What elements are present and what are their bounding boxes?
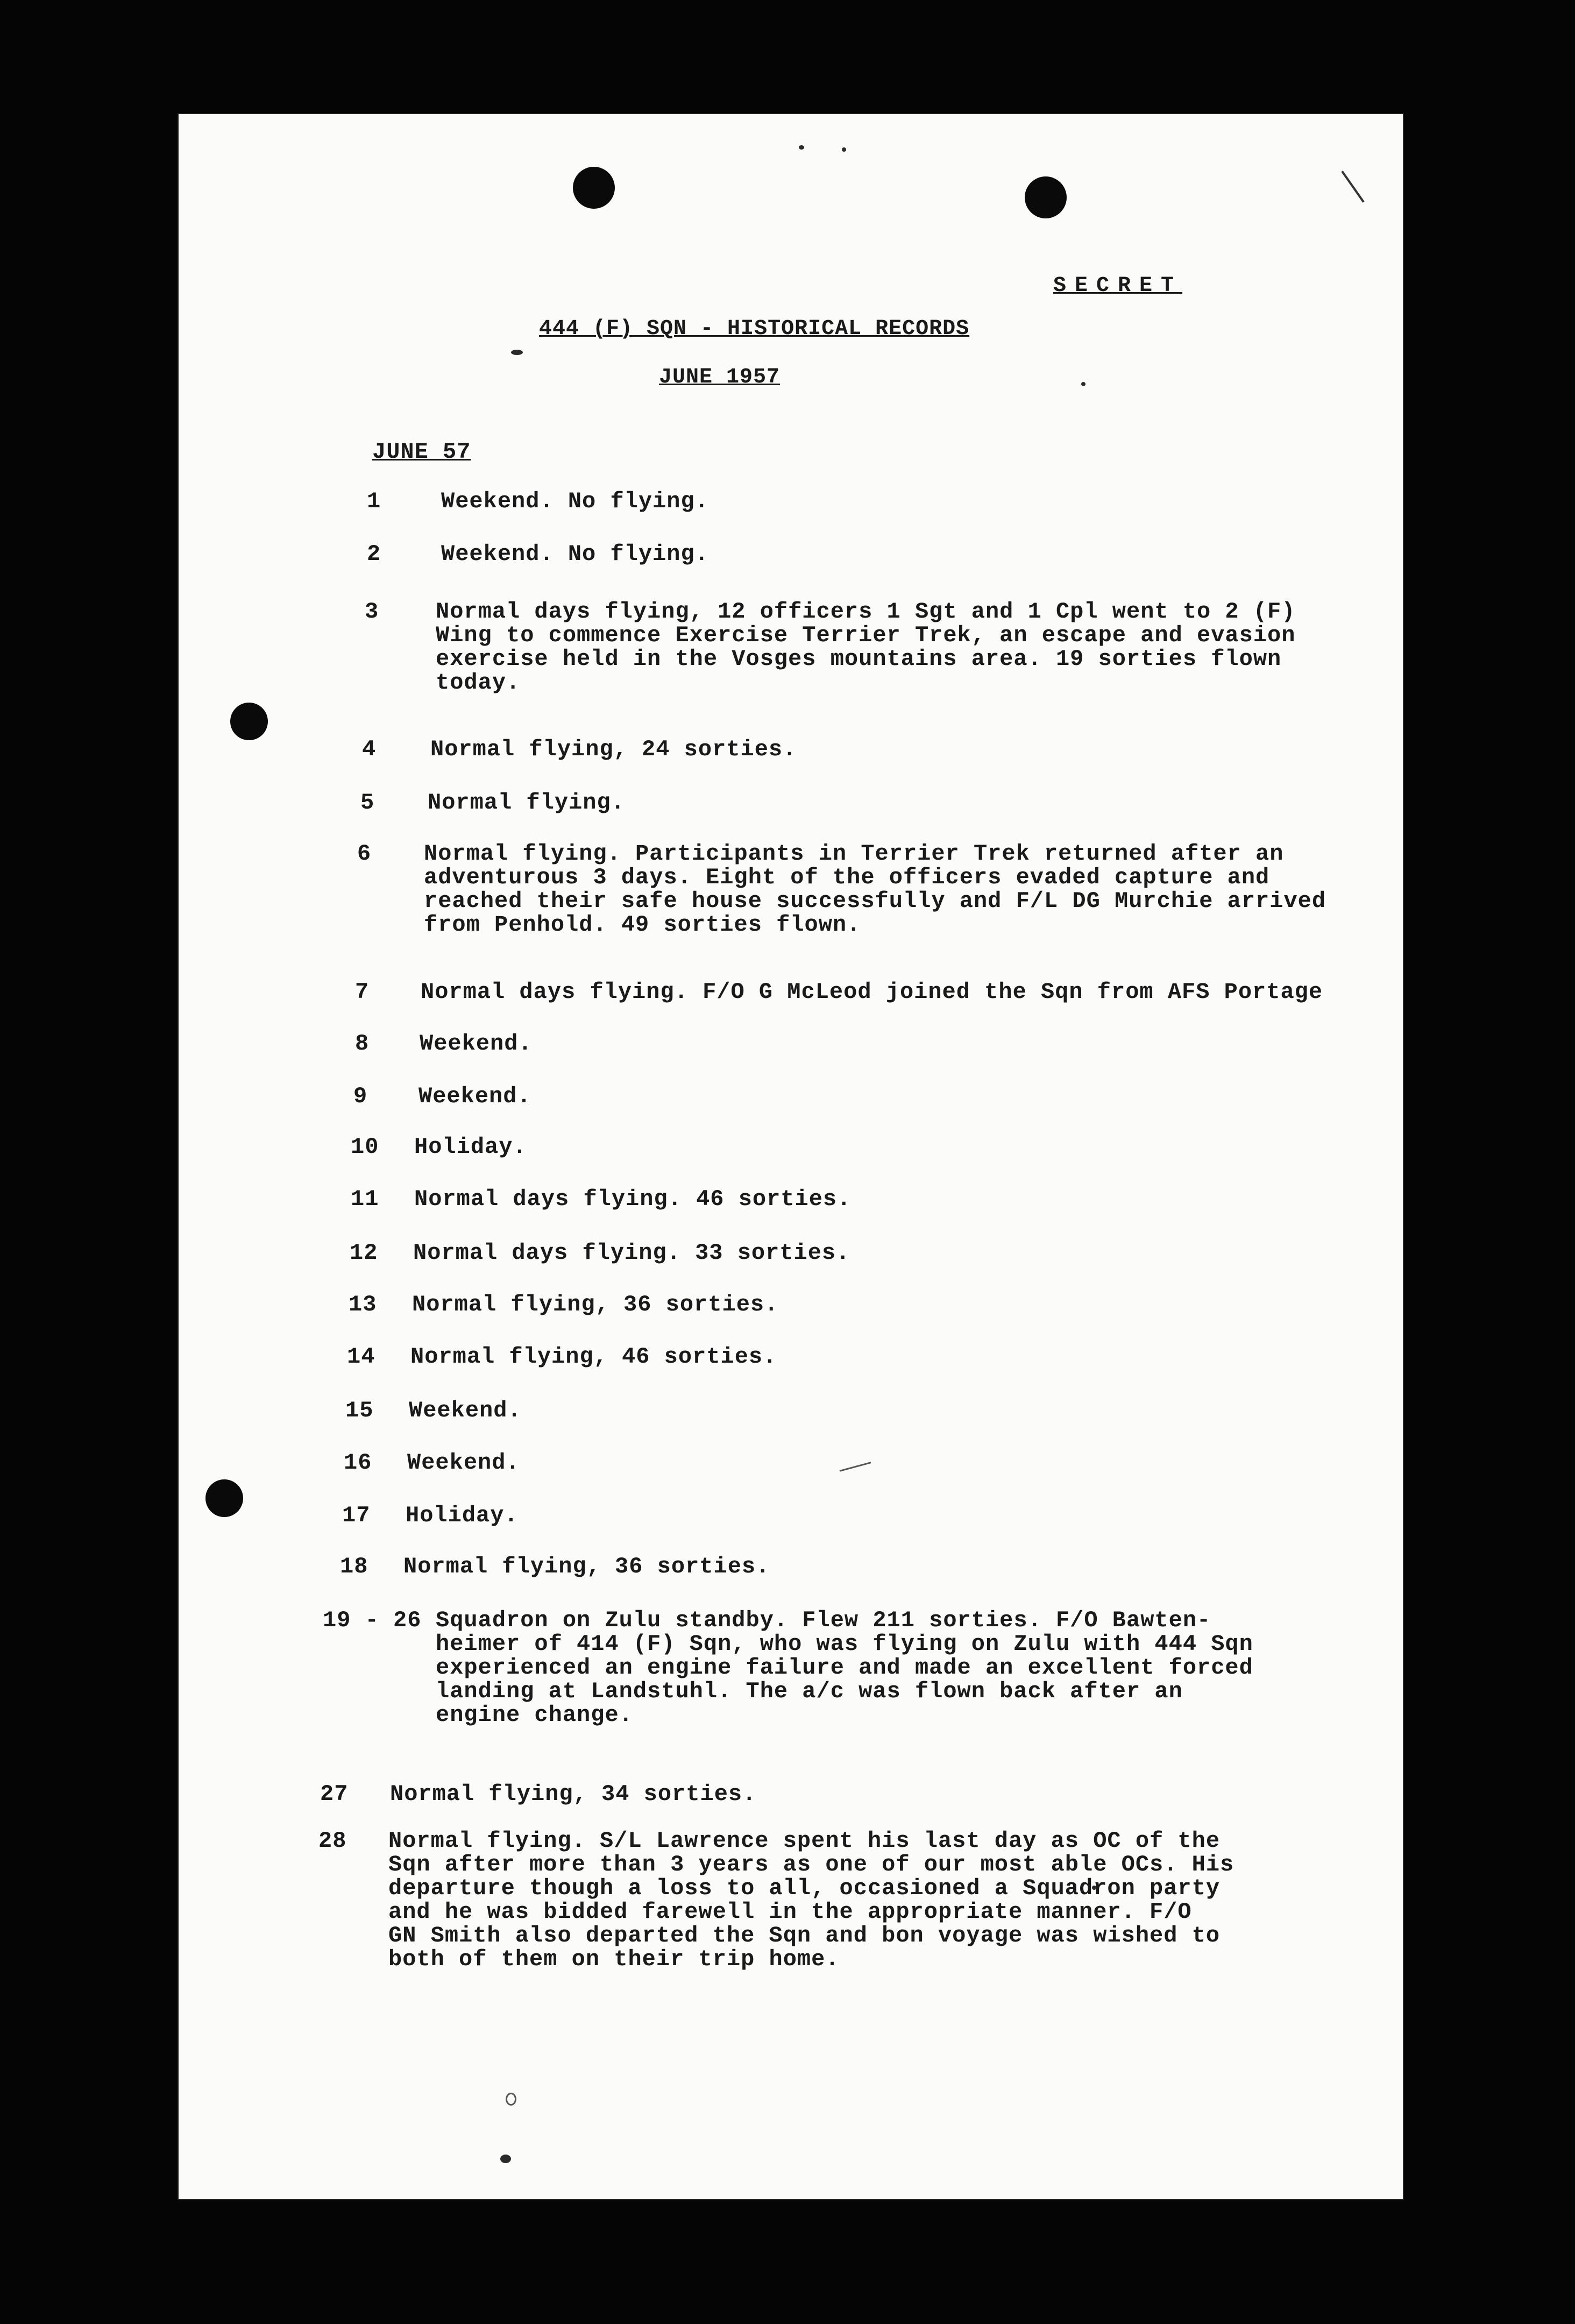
entry-text-line: adventurous 3 days. Eight of the officers evaded capture and <box>424 865 1270 890</box>
entry-text-line: Weekend. <box>420 1031 533 1057</box>
punch-hole-top-right <box>1025 176 1067 218</box>
entry-date: 5 <box>360 790 375 816</box>
entry-date: 10 <box>351 1134 379 1160</box>
entry-text-line: Normal flying, 34 sorties. <box>390 1781 757 1807</box>
entry-text-line: engine change. <box>436 1702 633 1728</box>
punch-hole-side-upper <box>230 703 268 740</box>
dust-speck <box>506 2093 516 2106</box>
entry-text-line: Normal days flying. 46 sorties. <box>414 1186 852 1212</box>
entry-text-line: Normal flying, 46 sorties. <box>410 1344 777 1370</box>
entry-text-line: Normal flying. Participants in Terrier Trek returned after an <box>424 841 1284 867</box>
entry-date: 27 <box>320 1781 349 1807</box>
entry-date: 8 <box>355 1031 370 1057</box>
entry-text-line: Normal flying, 36 sorties. <box>412 1292 779 1317</box>
entry-text-line: Wing to commence Exercise Terrier Trek, an escape and evasion <box>436 622 1296 648</box>
entry-date: 2 <box>367 541 381 567</box>
entry-date: 9 <box>353 1083 368 1109</box>
entry-date: 12 <box>350 1240 378 1266</box>
entry-date: 4 <box>362 736 377 762</box>
entry-text-line: Weekend. <box>409 1398 522 1423</box>
entry-text-line: exercise held in the Vosges mountains area. 19 sorties flown <box>436 646 1282 672</box>
entry-date: 14 <box>347 1344 375 1370</box>
entry-text-line: Weekend. <box>407 1450 520 1476</box>
section-label: JUNE 57 <box>372 439 471 465</box>
document-period: JUNE 1957 <box>659 365 781 389</box>
entry-text-line: Weekend. No flying. <box>441 541 709 567</box>
entry-text-line: reached their safe house successfully and F/L DG Murchie arrived <box>424 888 1326 914</box>
entry-text-line: departure though a loss to all, occasioned a Squadron party <box>388 1875 1221 1901</box>
entry-text-line: Normal flying, 36 sorties. <box>403 1554 770 1579</box>
entry-date: 28 <box>318 1828 347 1854</box>
entry-text-line: Weekend. <box>418 1083 531 1109</box>
entry-date: 1 <box>367 488 381 514</box>
punch-hole-side-lower <box>205 1479 243 1517</box>
entry-text-line: Normal flying. <box>428 790 625 816</box>
entry-text-line: landing at Landstuhl. The a/c was flown back after an <box>436 1678 1183 1704</box>
entry-date: 13 <box>349 1292 377 1317</box>
entry-text-line: Normal flying. S/L Lawrence spent his last day as OC of the <box>388 1828 1221 1854</box>
scan-mark <box>840 1462 871 1471</box>
entry-date: 11 <box>351 1186 379 1212</box>
document-title: 444 (F) SQN - HISTORICAL RECORDS <box>539 317 970 341</box>
entry-text-line: today. <box>436 670 521 696</box>
entry-text-line: heimer of 414 (F) Sqn, who was flying on Zulu with 444 Sqn <box>436 1631 1253 1657</box>
entry-date: 6 <box>357 841 372 867</box>
dust-speck <box>500 2155 511 2163</box>
document-page <box>178 113 1404 2200</box>
entry-text-line: Sqn after more than 3 years as one of our most able OCs. His <box>388 1852 1235 1877</box>
entry-date: 16 <box>344 1450 372 1476</box>
entry-text-line: Weekend. No flying. <box>441 488 709 514</box>
dust-speck <box>799 145 804 150</box>
classification-marking: SECRET <box>1053 274 1183 298</box>
entry-text-line: and he was bidded farewell in the appropriate manner. F/O <box>388 1899 1192 1925</box>
entry-date: 3 <box>365 599 379 625</box>
entry-text-line: experienced an engine failure and made an excellent forced <box>436 1655 1253 1681</box>
entry-date: 15 <box>345 1398 374 1423</box>
entry-date: 17 <box>342 1503 371 1528</box>
punch-hole-top-left <box>573 167 615 209</box>
entry-text-line: Holiday. <box>406 1503 519 1528</box>
entry-text-line: Holiday. <box>414 1134 527 1160</box>
dust-speck <box>842 147 846 152</box>
entry-text-line: from Penhold. 49 sorties flown. <box>424 912 861 938</box>
entry-date: 19 - 26 <box>323 1607 422 1633</box>
entry-date: 18 <box>340 1554 368 1579</box>
entry-text-line: both of them on their trip home. <box>388 1946 840 1972</box>
entry-date: 7 <box>355 979 370 1005</box>
entry-text-line: GN Smith also departed the Sqn and bon voyage was wished to <box>388 1923 1221 1949</box>
dust-speck <box>511 350 523 355</box>
dust-speck <box>1081 382 1086 386</box>
entry-text-line: Squadron on Zulu standby. Flew 211 sorties. F/O Bawten- <box>436 1607 1211 1633</box>
entry-text-line: Normal flying, 24 sorties. <box>430 736 797 762</box>
entry-text-line: Normal days flying. F/O G McLeod joined the Sqn from AFS Portage <box>421 979 1323 1005</box>
entry-text-line: Normal days flying. 33 sorties. <box>413 1240 850 1266</box>
scan-mark <box>1341 171 1364 203</box>
entry-text-line: Normal days flying, 12 officers 1 Sgt and 1 Cpl went to 2 (F) <box>436 599 1296 625</box>
